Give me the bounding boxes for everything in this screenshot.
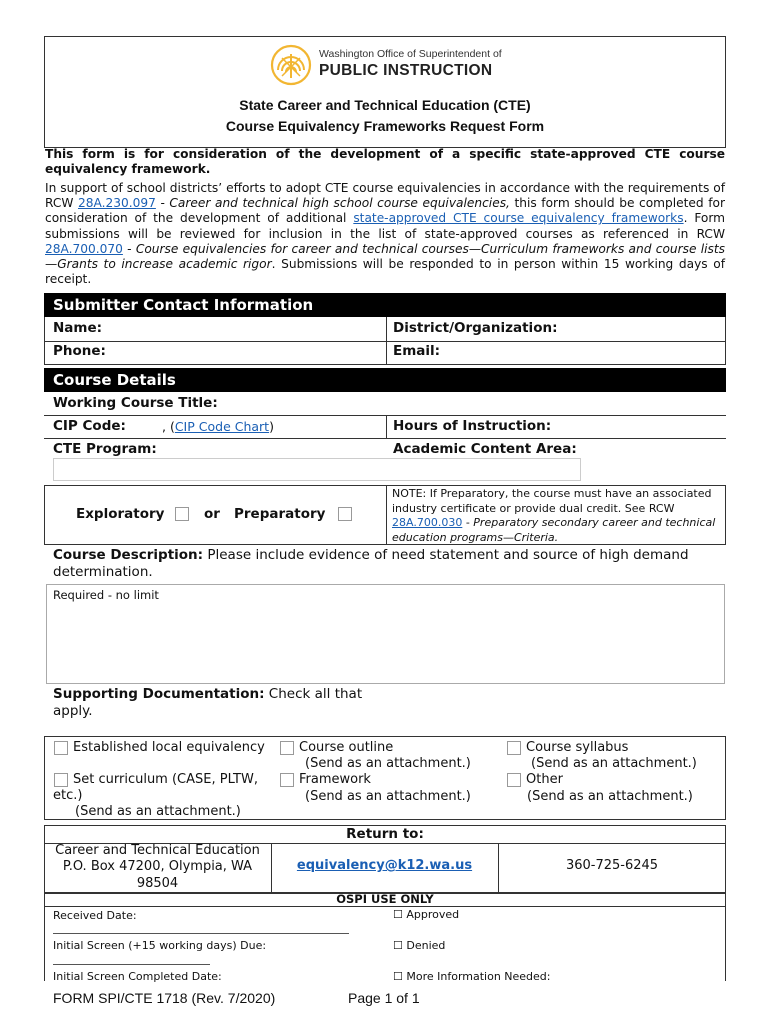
or-label: or bbox=[204, 506, 220, 522]
framework-checkbox[interactable] bbox=[280, 773, 294, 787]
intro-paragraph: In support of school districts’ efforts to adopt CTE course equivalencies in accordance with the requirements of RCW 28A.230.097 - Career and technical high school course equivalencies, this form should be completed for consideration of the development of additional state-approved CTE course equivalency frameworks. Form submissions will be reviewed for inclusion in the list of state-approved courses as referenced in RCW 28A.700.070 - Course equivalencies for career and technical courses—Curriculum frameworks and course lists—Grants to increase academic rigor. Submissions will be responded to in person within 15 working days of receipt. bbox=[45, 181, 726, 287]
form-title-line2: Course Equivalency Frameworks Request Form bbox=[225, 118, 545, 134]
divider bbox=[44, 893, 45, 981]
agency-name-line1: Washington Office of Superintendent of bbox=[319, 48, 502, 60]
other-note: (Send as an attachment.) bbox=[527, 789, 693, 804]
cte-program-input[interactable] bbox=[53, 458, 581, 481]
working-title-field[interactable]: Working Course Title: bbox=[53, 395, 218, 411]
ospi-logo-icon bbox=[270, 44, 312, 86]
district-field[interactable]: District/Organization: bbox=[393, 320, 558, 336]
denied-option[interactable]: ☐ Denied bbox=[393, 939, 446, 952]
syllabus-checkbox[interactable] bbox=[507, 741, 521, 755]
course-description-textarea[interactable]: Required - no limit bbox=[46, 584, 725, 684]
phone-field[interactable]: Phone: bbox=[53, 343, 106, 359]
form-title-line1: State Career and Technical Education (CTE) bbox=[239, 97, 531, 113]
address-line3: 98504 bbox=[136, 875, 179, 891]
initial-due-field[interactable]: Initial Screen (+15 working days) Due: bbox=[53, 939, 267, 952]
cip-code-chart-link[interactable]: CIP Code Chart bbox=[174, 419, 270, 434]
return-email-link[interactable]: equivalency@k12.wa.us bbox=[296, 858, 473, 873]
intro-bold-statement: This form is for consideration of the development of a specific state-approved CTE course equivalency framework. bbox=[45, 147, 725, 176]
divider bbox=[44, 906, 726, 907]
more-info-option[interactable]: ☐ More Information Needed: bbox=[393, 970, 551, 983]
approved-option[interactable]: ☐ Approved bbox=[393, 908, 460, 921]
email-field[interactable]: Email: bbox=[393, 343, 441, 359]
preparatory-label: Preparatory bbox=[234, 506, 326, 522]
course-section-heading: Course Details bbox=[44, 368, 726, 392]
signature-line bbox=[53, 964, 210, 965]
preparatory-note: NOTE: If Preparatory, the course must have an associated industry certificate or provide dual credit. See RCW 28A.700.030 - Preparatory secondary career and technical education programs—Criteria. bbox=[392, 487, 716, 544]
signature-line bbox=[53, 933, 349, 934]
other-label: Other bbox=[526, 772, 563, 787]
rcw-28a-230-097-link[interactable]: 28A.230.097 bbox=[77, 196, 156, 211]
syllabus-note: (Send as an attachment.) bbox=[531, 756, 697, 771]
cip-chart-reference: , (CIP Code Chart) bbox=[162, 419, 274, 434]
rcw-28a-700-070-link[interactable]: 28A.700.070 bbox=[45, 241, 123, 256]
state-approved-frameworks-link[interactable]: state-approved CTE course equivalency frameworks bbox=[353, 211, 684, 226]
outline-checkbox[interactable] bbox=[280, 741, 294, 755]
return-email bbox=[271, 858, 498, 873]
academic-area-field[interactable]: Academic Content Area: bbox=[393, 441, 577, 457]
framework-note: (Send as an attachment.) bbox=[305, 789, 471, 804]
cte-program-field[interactable]: CTE Program: bbox=[53, 441, 157, 457]
submitter-section-heading: Submitter Contact Information bbox=[44, 293, 726, 317]
outline-note: (Send as an attachment.) bbox=[305, 756, 471, 771]
divider bbox=[725, 317, 726, 364]
initial-completed-field[interactable]: Initial Screen Completed Date: bbox=[53, 970, 222, 983]
cip-code-field[interactable]: CIP Code: bbox=[53, 418, 126, 434]
other-checkbox[interactable] bbox=[507, 773, 521, 787]
rcw-28a-700-030-link[interactable]: 28A.700.030 bbox=[392, 516, 463, 529]
divider bbox=[386, 485, 387, 545]
divider bbox=[386, 415, 387, 439]
divider bbox=[386, 317, 387, 364]
hours-field[interactable]: Hours of Instruction: bbox=[393, 418, 552, 434]
supporting-doc-instructions: Supporting Documentation: Check all that apply. bbox=[53, 686, 363, 719]
syllabus-label: Course syllabus bbox=[526, 740, 629, 755]
agency-name-line2: PUBLIC INSTRUCTION bbox=[319, 62, 493, 79]
set-curriculum-label: Set curriculum (CASE, PLTW, etc.) bbox=[53, 772, 258, 804]
divider bbox=[44, 341, 726, 342]
divider bbox=[725, 893, 726, 981]
address-line1: Career and Technical Education bbox=[55, 843, 260, 858]
return-address bbox=[44, 843, 271, 892]
return-phone: 360-725-6245 bbox=[565, 858, 659, 873]
address-line2: P.O. Box 47200, Olympia, WA bbox=[62, 859, 253, 875]
outline-label: Course outline bbox=[299, 740, 394, 755]
exploratory-label: Exploratory bbox=[76, 506, 165, 522]
preparatory-checkbox[interactable] bbox=[338, 507, 352, 521]
form-id: FORM SPI/CTE 1718 (Rev. 7/2020) bbox=[53, 990, 276, 1006]
return-to-heading: Return to: bbox=[346, 826, 424, 842]
set-curriculum-note: (Send as an attachment.) bbox=[75, 804, 241, 819]
course-description-instructions: Course Description: Please include evidence of need statement and source of high demand determination. bbox=[53, 547, 689, 580]
page-number: Page 1 of 1 bbox=[348, 990, 420, 1006]
received-date-field[interactable]: Received Date: bbox=[53, 909, 137, 922]
divider bbox=[44, 438, 726, 439]
exploratory-checkbox[interactable] bbox=[175, 507, 189, 521]
name-field[interactable]: Name: bbox=[53, 320, 103, 336]
divider bbox=[44, 415, 726, 416]
established-label: Established local equivalency bbox=[73, 740, 265, 755]
divider bbox=[44, 317, 45, 364]
framework-label: Framework bbox=[299, 772, 371, 787]
ospi-heading: OSPI USE ONLY bbox=[336, 892, 434, 906]
divider bbox=[44, 364, 726, 365]
